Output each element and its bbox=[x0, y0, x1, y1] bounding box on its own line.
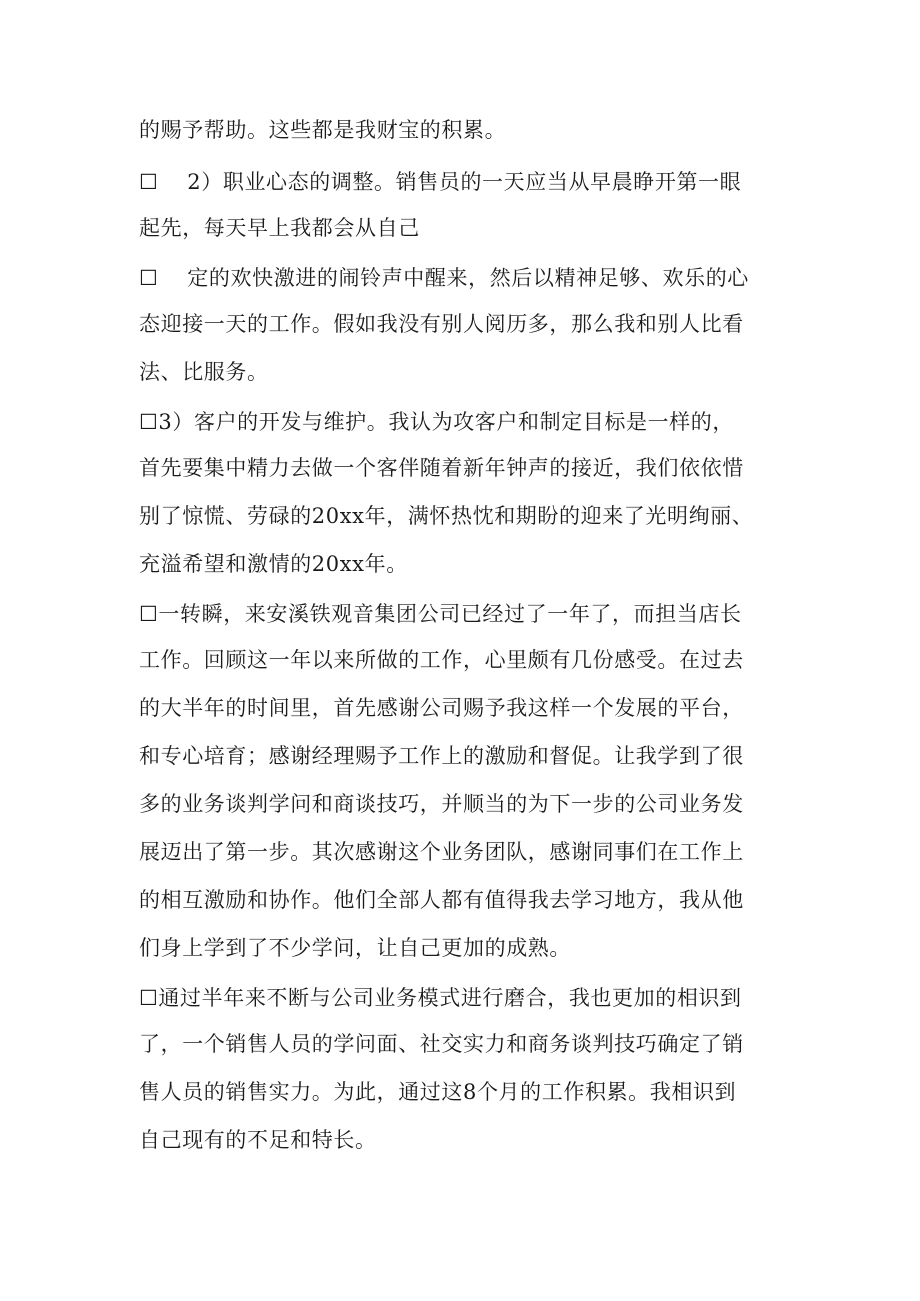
text-line-14: 和专心培育；感谢经理赐予工作上的激励和督促。让我学到了很 bbox=[139, 744, 744, 768]
text-line-17: 的相互激励和协作。他们全部人都有值得我去学习地方，我从他 bbox=[139, 888, 744, 912]
text-line-16: 展迈出了第一步。其次感谢这个业务团队，感谢同事们在工作上 bbox=[139, 840, 744, 864]
text-line-18: 们身上学到了不少学问，让自己更加的成熟。 bbox=[139, 936, 571, 960]
text-line-5: 态迎接一天的工作。假如我没有别人阅历多，那么我和别人比看 bbox=[139, 312, 744, 336]
text-line-19: ☐通过半年来不断与公司业务模式进行磨合，我也更加的相识到 bbox=[139, 986, 742, 1010]
text-line-4: ☐ 定的欢快激进的闹铃声中醒来，然后以精神足够、欢乐的心 bbox=[139, 266, 749, 290]
text-line-21: 售人员的销售实力。为此，通过这8个月的工作积累。我相识到 bbox=[139, 1080, 737, 1104]
text-line-9: 别了惊慌、劳碌的20xx年，满怀热忱和期盼的迎来了光明绚丽、 bbox=[139, 504, 754, 528]
text-line-20: 了，一个销售人员的学问面、社交实力和商务谈判技巧确定了销 bbox=[139, 1032, 744, 1056]
text-line-15: 多的业务谈判学问和商谈技巧，并顺当的为下一步的公司业务发 bbox=[139, 792, 744, 816]
text-line-11: ☐一转瞬，来安溪铁观音集团公司已经过了一年了，而担当店长 bbox=[139, 602, 742, 626]
text-line-3: 起先，每天早上我都会从自己 bbox=[139, 216, 420, 240]
text-line-10: 充溢希望和激情的20xx年。 bbox=[139, 552, 408, 576]
text-line-13: 的大半年的时间里，首先感谢公司赐予我这样一个发展的平台， bbox=[139, 696, 744, 720]
text-line-22: 自己现有的不足和特长。 bbox=[139, 1128, 377, 1152]
text-line-2: ☐ 2）职业心态的调整。销售员的一天应当从早晨睁开第一眼 bbox=[139, 170, 742, 194]
text-line-12: 工作。回顾这一年以来所做的工作，心里颇有几份感受。在过去 bbox=[139, 648, 744, 672]
text-line-6: 法、比服务。 bbox=[139, 360, 269, 384]
text-line-8: 首先要集中精力去做一个客伴随着新年钟声的接近，我们依依惜 bbox=[139, 456, 744, 480]
text-line-1: 的赐予帮助。这些都是我财宝的积累。 bbox=[139, 118, 507, 142]
text-line-7: ☐3）客户的开发与维护。我认为攻客户和制定目标是一样的， bbox=[139, 410, 734, 434]
